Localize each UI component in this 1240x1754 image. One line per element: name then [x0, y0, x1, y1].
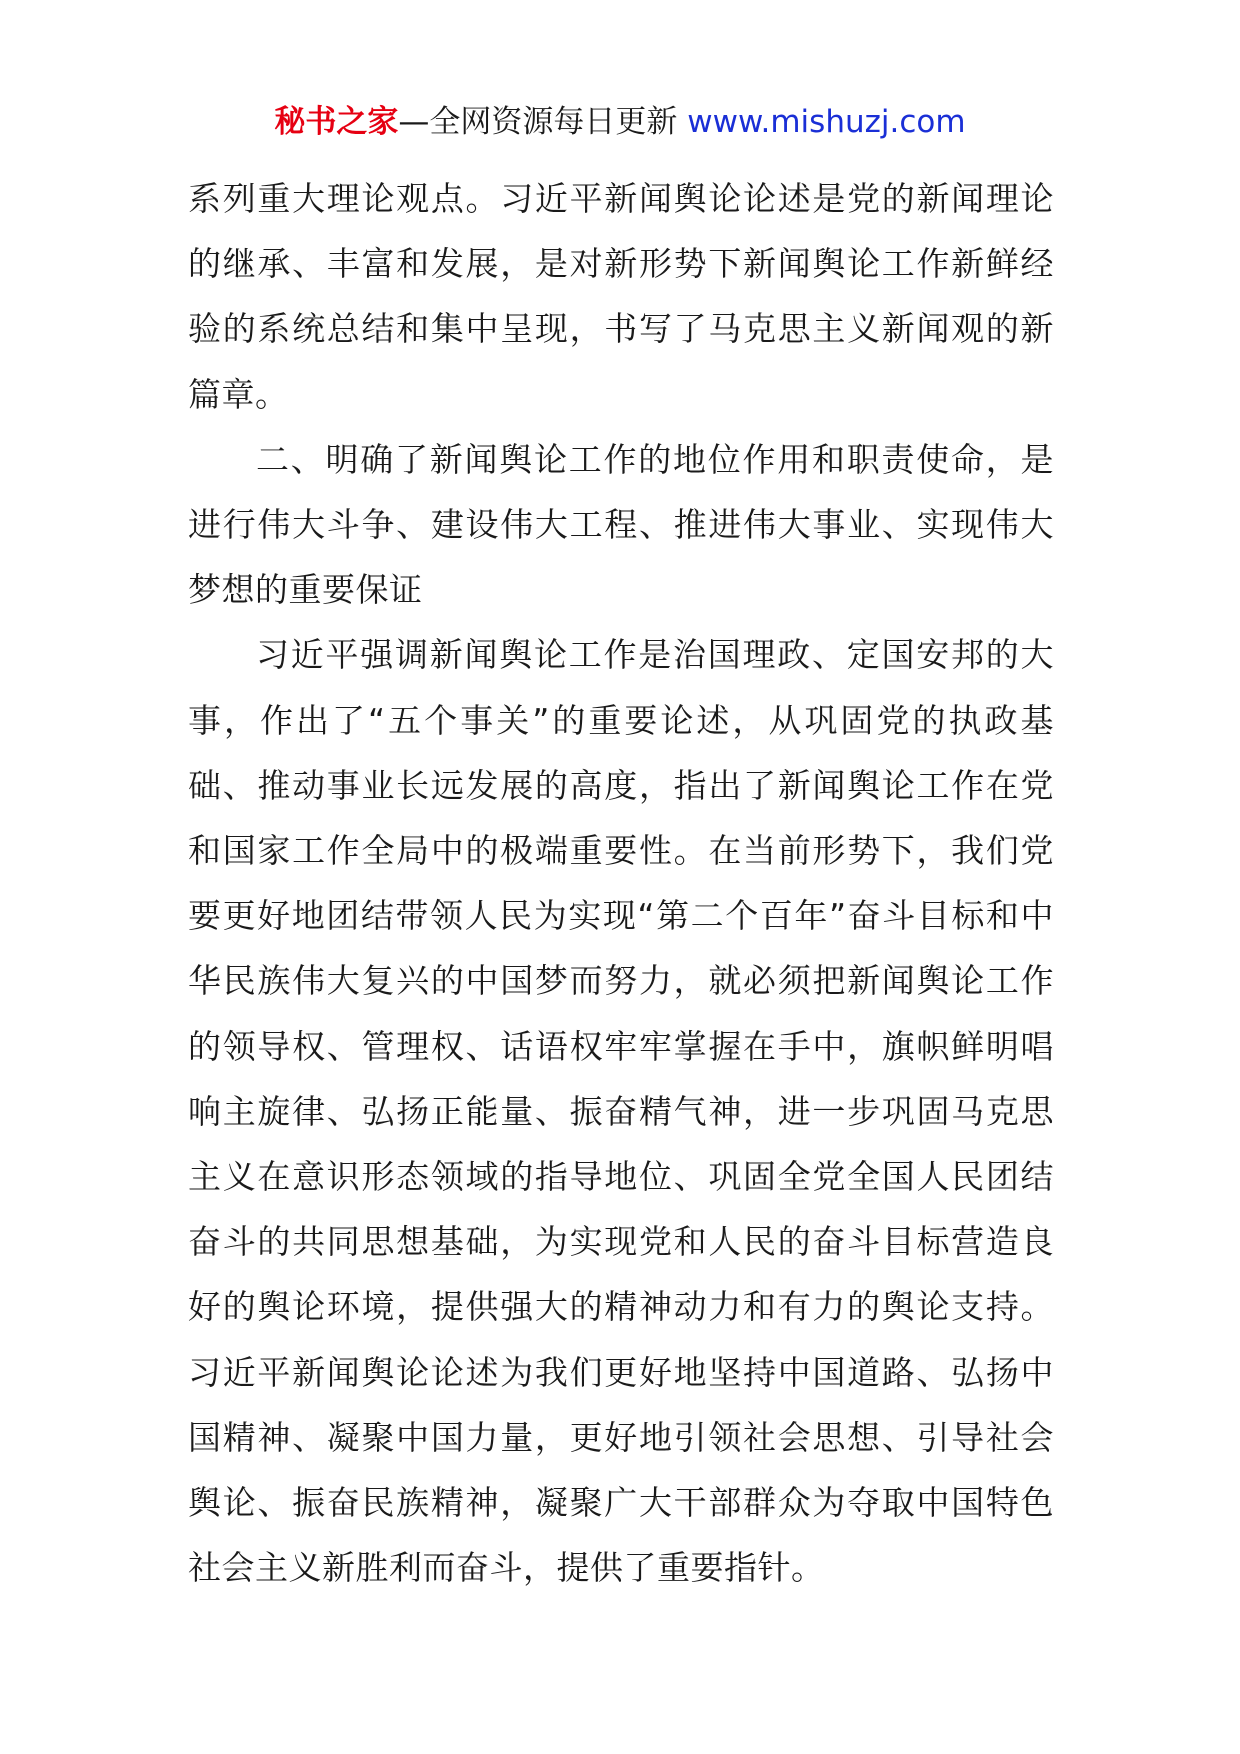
- document-body: [188, 166, 1054, 1600]
- header-tagline: —全网资源每日更新: [398, 104, 688, 140]
- section-heading: 二、明确了新闻舆论工作的地位作用和职责使命，是进行伟大斗争、建设伟大工程、推进伟大事业、实现伟大梦想的重要保证: [188, 439, 1054, 610]
- paragraph-body: 习近平强调新闻舆论工作是治国理政、定国安邦的大事，作出了“五个事关”的重要论述，从巩固党的执政基础、推动事业长远发展的高度，指出了新闻舆论工作在党和国家工作全局中的极端重要性。在当前形势下，我们党要更好地团结带领人民为实现“第二个百年”奋斗目标和中华民族伟大复兴的中国梦而努力，就必须把新闻舆论工作的领导权、管理权、话语权牢牢掌握在手中，旗帜鲜明唱响主旋律、弘扬正能量、振奋精气神，进一步巩固马克思主义在意识形态领域的指导地位、巩固全党全国人民团结奋斗的共同思想基础，为实现党和人民的奋斗目标营造良好的舆论环境，提供强大的精神动力和有力的舆论支持。习近平新闻舆论论述为我们更好地坚持中国道路、弘扬中国精神、凝聚中国力量，更好地引领社会思想、引导社会舆论、振奋民族精神，凝聚广大干部群众为夺取中国特色社会主义新胜利而奋斗，提供了重要指针。: [188, 635, 1054, 1588]
- header-url-link[interactable]: www.mishuzj.com: [687, 104, 966, 140]
- page-header: [0, 100, 1240, 144]
- paragraph-continuation: 系列重大理论观点。习近平新闻舆论论述是党的新闻理论的继承、丰富和发展，是对新形势下新闻舆论工作新鲜经验的系统总结和集中呈现，书写了马克思主义新闻观的新篇章。: [188, 179, 1054, 414]
- header-brand: 秘书之家: [274, 104, 399, 140]
